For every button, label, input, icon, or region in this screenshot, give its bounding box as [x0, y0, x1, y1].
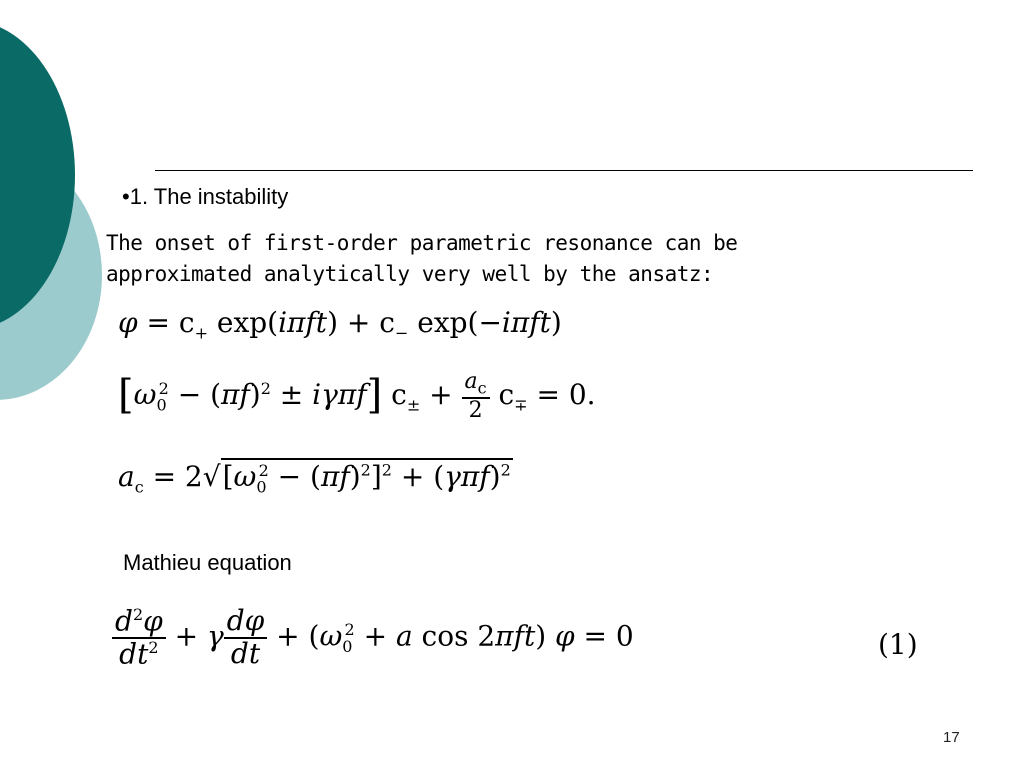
intro-text — [106, 228, 806, 290]
mathieu-equation: $\frac{d^2\varphi}{dt^2}$ + γ $\frac{d\varphi}{dt}$ + ($\omega_0^2 + a$ cos 2πft) φ = 0 — [112, 606, 634, 670]
page-number: 17 — [943, 729, 960, 746]
mathieu-subheading: Mathieu equation — [123, 550, 292, 575]
title-rule — [155, 170, 973, 171]
ansatz-equation: $\varphi = c_+$ $\exp(i\pi ft) + c_-$ exp(−iπft) — [118, 306, 562, 343]
critical-amplitude-equation: $a_c = 2√[\omega_0^2 - (\pi f)^2]^2 + (\gamma\pi f)^2$ — [118, 460, 511, 497]
slide-heading: •1. The instability — [122, 184, 289, 209]
intro-line-2: approximated analytically very well by the ansatz: — [106, 262, 714, 286]
intro-line-1: The onset of first-order parametric resonance can be — [106, 231, 738, 255]
amplitude-equation: $[\omega_0^2 - (\pi f)^2 \pm i\gamma\pi f] c_\pm$ + $\frac{a_c}{2}$ $c_\mp = 0$. — [118, 369, 596, 423]
equation-number: (1) — [878, 628, 918, 661]
